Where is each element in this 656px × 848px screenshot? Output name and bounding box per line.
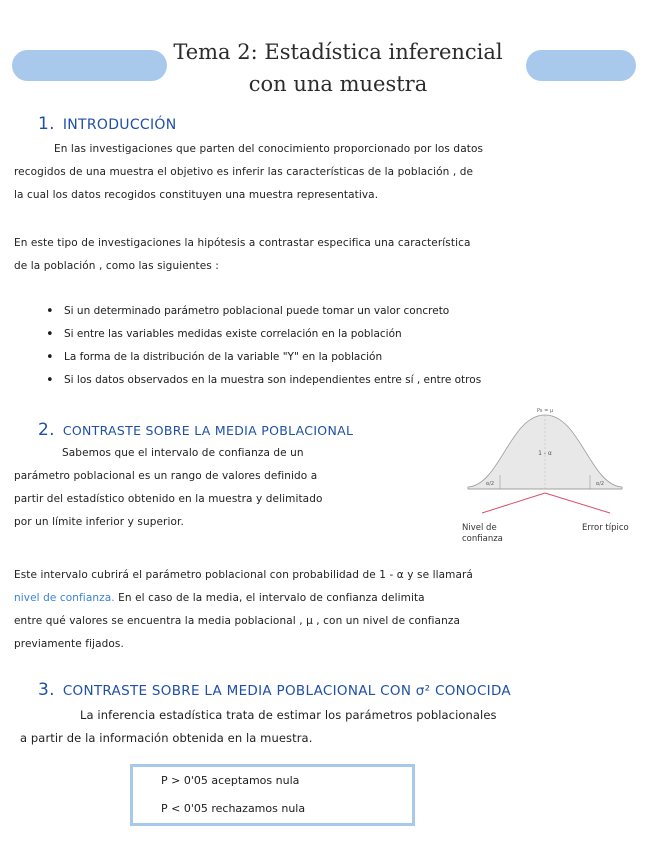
top-label: Ps = μ [536,408,554,414]
intro-paragraph-1 [14,138,483,207]
text-line: En este tipo de investigaciones la hipótesis a contrastar especifica una característica [14,237,471,249]
decision-rule-accept: P > 0'05 aceptamos nula [161,774,300,787]
standard-error-label: Error típico [582,523,629,533]
text-line: partir del estadístico obtenido en la muestra y delimitado [14,493,323,505]
media-paragraph-1 [14,442,323,534]
page-title [165,36,511,100]
sigma-paragraph [14,704,497,750]
arrow-to-confidence [482,493,545,513]
text-line: parámetro poblacional es un rango de valores definido a [14,470,318,482]
arrow-to-error [545,493,610,513]
section-title: INTRODUCCIÓN [62,117,177,133]
list-item: • La forma de la distribución de la variable "Y" en la población [46,346,481,369]
intro-paragraph-2 [14,232,471,278]
decision-rule-reject: P < 0'05 rechazamos nula [161,802,306,815]
list-item: • Si los datos observados en la muestra son independientes entre sí , entre otros [46,369,481,392]
intro-bullet-list [46,300,481,392]
text-line: entre qué valores se encuentra la media poblacional , μ , con un nivel de confianza [14,615,460,627]
section-number: 3. [38,680,55,700]
label-line: confianza [462,534,503,544]
bell-curve-diagram [460,405,630,515]
label-line: Nivel de [462,523,497,533]
p-value-decision-box [130,764,415,826]
text-line: por un límite inferior y superior. [14,516,184,528]
section-number: 1. [38,114,55,134]
section-heading-introduccion [38,114,177,134]
text-fragment: En el caso de la media, el intervalo de confianza delimita [114,592,425,604]
center-label: 1 - α [538,450,552,457]
confidence-interval-diagram [460,405,630,544]
text-line: previamente fijados. [14,638,124,650]
section-title: CONTRASTE SOBRE LA MEDIA POBLACIONAL [62,423,354,438]
text-line [14,587,473,610]
left-tail-label: α/2 [485,481,495,487]
text-line: Este intervalo cubrirá el parámetro poblacional con probabilidad de 1 - α y se llamará [14,569,473,581]
section-title: CONTRASTE SOBRE LA MEDIA POBLACIONAL CON σ² CONOCIDA [62,683,511,699]
title-line-1: Tema 2: Estadística inferencial [173,40,503,64]
text-line: Sabemos que el intervalo de confianza de un [62,447,304,459]
decorative-pill-left [12,50,167,81]
confidence-level-term: nivel de confianza. [14,592,115,604]
section-heading-sigma-conocida [38,680,511,700]
text-line: de la población , como las siguientes : [14,260,219,272]
media-paragraph-2 [14,564,473,656]
text-line: En las investigaciones que parten del conocimiento proporcionado por los datos [54,143,484,155]
text-line: a partir de la información obtenida en la muestra. [20,731,313,745]
list-item: • Si un determinado parámetro poblacional puede tomar un valor concreto [46,300,481,323]
confidence-level-label [462,523,503,545]
right-tail-label: α/2 [595,481,605,487]
decorative-pill-right [526,50,636,81]
text-line: recogidos de una muestra el objetivo es inferir las características de la población , de [14,166,474,178]
section-number: 2. [38,420,55,440]
title-line-2: con una muestra [248,72,428,96]
text-line: la cual los datos recogidos constituyen una muestra representativa. [14,189,379,201]
section-heading-media-poblacional [38,420,353,440]
text-line: La inferencia estadística trata de estimar los parámetros poblacionales [80,708,497,722]
list-item: • Si entre las variables medidas existe correlación en la población [46,323,481,346]
